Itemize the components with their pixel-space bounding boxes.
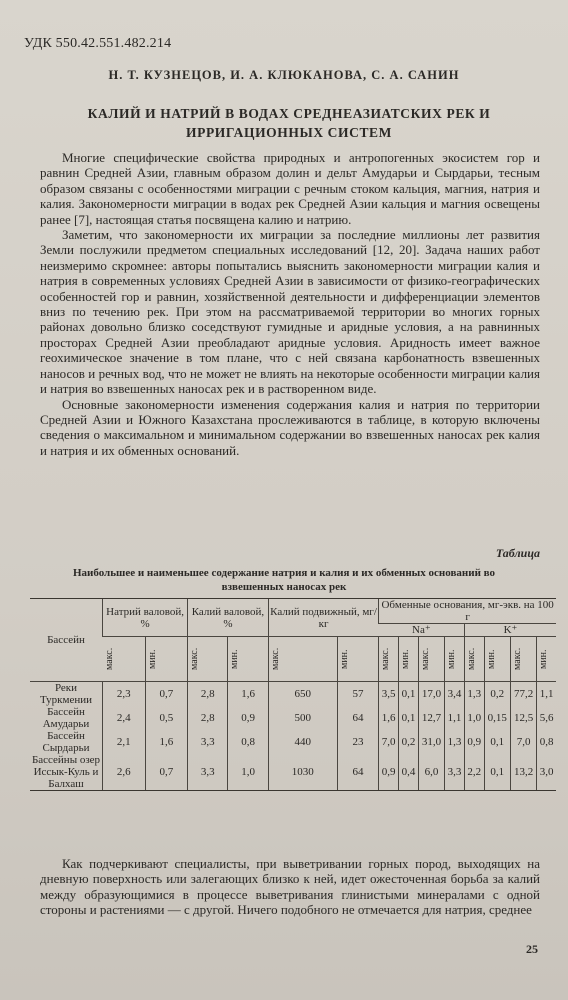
table-cell: 440	[268, 730, 337, 754]
table-cell: 1,0	[464, 706, 484, 730]
table-cell: 0,1	[399, 682, 419, 707]
table-cell: 0,1	[484, 730, 510, 754]
table-cell: 64	[337, 754, 378, 791]
table-caption: Наибольшее и наименьшее содержание натрия и калия и их обменных оснований во взвешенных наносах рек	[72, 567, 496, 593]
table-cell: 0,9	[464, 730, 484, 754]
basin-name: Бассейн Амударьи	[42, 706, 90, 730]
header-k: K⁺	[464, 624, 556, 637]
header-na-total: Натрий валовой, %	[103, 599, 188, 637]
table-cell: 0,1	[399, 706, 419, 730]
table-cell: 2,2	[464, 754, 484, 791]
paragraph: Как подчеркивают специалисты, при выветривании горных пород, выходящих на дневную поверхность или залегающих близко к ней, идет ожесточенная борьба за калий между образующимися в процессе выветривания глинистыми минералами с одной стороны и растениями — с другой. Ничего подобного не отмечается для натрия, среднее	[40, 856, 540, 918]
table-cell: 0,7	[145, 754, 188, 791]
table-cell: 0,7	[145, 682, 188, 707]
continuation-text	[40, 856, 540, 918]
table-cell: 2,6	[103, 754, 146, 791]
table-cell: 0,8	[228, 730, 268, 754]
table-cell: 12,5	[510, 706, 536, 730]
table-cell: 1,6	[145, 730, 188, 754]
table-cell: 0,9	[228, 706, 268, 730]
header-max: макс.	[268, 637, 337, 682]
table-cell: 7,0	[510, 730, 536, 754]
basin-name: Бассейн Сырдарьи	[42, 730, 90, 754]
table-cell: 1,6	[379, 706, 399, 730]
table-cell: 0,5	[145, 706, 188, 730]
page-number: 25	[526, 942, 538, 956]
header-exchange: Обменные основания, мг-экв. на 100 г	[379, 599, 556, 624]
table-cell: 1,3	[464, 682, 484, 707]
header-k-mobile: Калий подвижный, мг/кг	[268, 599, 379, 637]
header-min: мин.	[337, 637, 378, 682]
table-cell: 5,6	[537, 706, 556, 730]
table-cell: 2,8	[188, 706, 228, 730]
header-min: мин.	[228, 637, 268, 682]
table-cell: 17,0	[418, 682, 444, 707]
article-title: КАЛИЙ И НАТРИЙ В ВОДАХ СРЕДНЕАЗИАТСКИХ РЕК И ИРРИГАЦИОННЫХ СИСТЕМ	[87, 106, 491, 140]
header-basin: Бассейн	[30, 599, 103, 682]
table-cell: 3,5	[379, 682, 399, 707]
table-cell: 1,6	[228, 682, 268, 707]
table-cell: 1030	[268, 754, 337, 791]
header-max: макс.	[379, 637, 399, 682]
table-cell: 0,2	[399, 730, 419, 754]
table-row	[30, 754, 556, 791]
table-cell: 1,3	[445, 730, 465, 754]
table-cell: 2,4	[103, 706, 146, 730]
table-cell: 57	[337, 682, 378, 707]
table-cell: 3,3	[188, 754, 228, 791]
table-label: Таблица	[495, 546, 540, 560]
table-cell: 23	[337, 730, 378, 754]
table-cell: 3,4	[445, 682, 465, 707]
table-cell: 3,3	[445, 754, 465, 791]
table-cell: 31,0	[418, 730, 444, 754]
header-max: макс.	[464, 637, 484, 682]
table-row	[30, 730, 556, 754]
paragraph: Многие специфические свойства природных и антропогенных экосистем гор и равнин Средней Азии, главным образом долин и дельт Амударьи и Сырдарьи, тесным образом связаны с особенностями миграции с речным стоком кальция, магния, натрия и калия. Закономерности миграции в водах рек Средней Азии кальция и магния освещены ранее [7], настоящая статья посвящена калию и натрию.	[40, 150, 540, 227]
paragraph: Основные закономерности изменения содержания калия и натрия по территории Средней Азии и Южного Казахстана прослеживаются в таблице, в которую включены сведения о максимальном и минимальном содержании во взвешенных наносах рек калия и натрия и их обменных оснований.	[40, 396, 540, 458]
table-cell: 12,7	[418, 706, 444, 730]
udk-code: УДК 550.42.551.482.214	[24, 36, 172, 51]
table-row	[30, 706, 556, 730]
data-table	[30, 598, 556, 791]
table-cell: 1,1	[445, 706, 465, 730]
header-max: макс.	[418, 637, 444, 682]
table-cell: 3,0	[537, 754, 556, 791]
table-cell: 1,1	[537, 682, 556, 707]
table-cell: 2,1	[103, 730, 146, 754]
table-cell: 7,0	[379, 730, 399, 754]
table-cell: 6,0	[418, 754, 444, 791]
table-cell: 77,2	[510, 682, 536, 707]
basin-name: Реки Туркмении	[39, 682, 93, 706]
header-min: мин.	[537, 637, 556, 682]
table-cell: 64	[337, 706, 378, 730]
header-min: мин.	[484, 637, 510, 682]
table-cell: 0,15	[484, 706, 510, 730]
header-max: макс.	[188, 637, 228, 682]
table-cell: 0,8	[537, 730, 556, 754]
table-cell: 13,2	[510, 754, 536, 791]
table-cell: 2,8	[188, 682, 228, 707]
table-cell: 1,0	[228, 754, 268, 791]
table-cell: 0,4	[399, 754, 419, 791]
header-min: мин.	[399, 637, 419, 682]
table-cell: 3,3	[188, 730, 228, 754]
paragraph: Заметим, что закономерности их миграции за последние миллионы лет развития Земли послужили предметом специальных исследований [12, 20]. Задача наших работ неизмеримо скромнее: авторы попытались выяснить закономерности миграции калия и натрия в современных условиях Средней Азии в зависимости от физико-географических особенностей гор и равнин, хозяйственной деятельности и дифференциации элементов вниз по течению рек. При этом на рассматриваемой территории во многих горных районах довольно близко соседствуют гумидные и аридные условия, а на равнинных просторах Средней Азии преобладают аридные условия. Аридность имеет важное геохимическое значение в том плане, что с ней связана карбонатность взвешенных наносов и речных вод, что не может не влиять на некоторые особенности миграции калия и натрия во взвешенных наносах рек и в растворенном виде.	[40, 227, 540, 397]
basin-name: Бассейны озер Иссык-Куль и Балхаш	[30, 754, 103, 791]
table-cell: 0,2	[484, 682, 510, 707]
header-max: макс.	[103, 637, 146, 682]
header-k-total: Калий валовой, %	[188, 599, 269, 637]
article-body	[40, 150, 540, 458]
table-cell: 650	[268, 682, 337, 707]
table-cell: 500	[268, 706, 337, 730]
header-max: макс.	[510, 637, 536, 682]
authors: Н. Т. КУЗНЕЦОВ, И. А. КЛЮКАНОВА, С. А. САНИН	[108, 68, 460, 82]
header-min: мин.	[145, 637, 188, 682]
table-cell: 0,9	[379, 754, 399, 791]
table-cell: 0,1	[484, 754, 510, 791]
header-na: Na⁺	[379, 624, 465, 637]
table-row	[30, 682, 556, 707]
table-cell: 2,3	[103, 682, 146, 707]
header-min: мин.	[445, 637, 465, 682]
